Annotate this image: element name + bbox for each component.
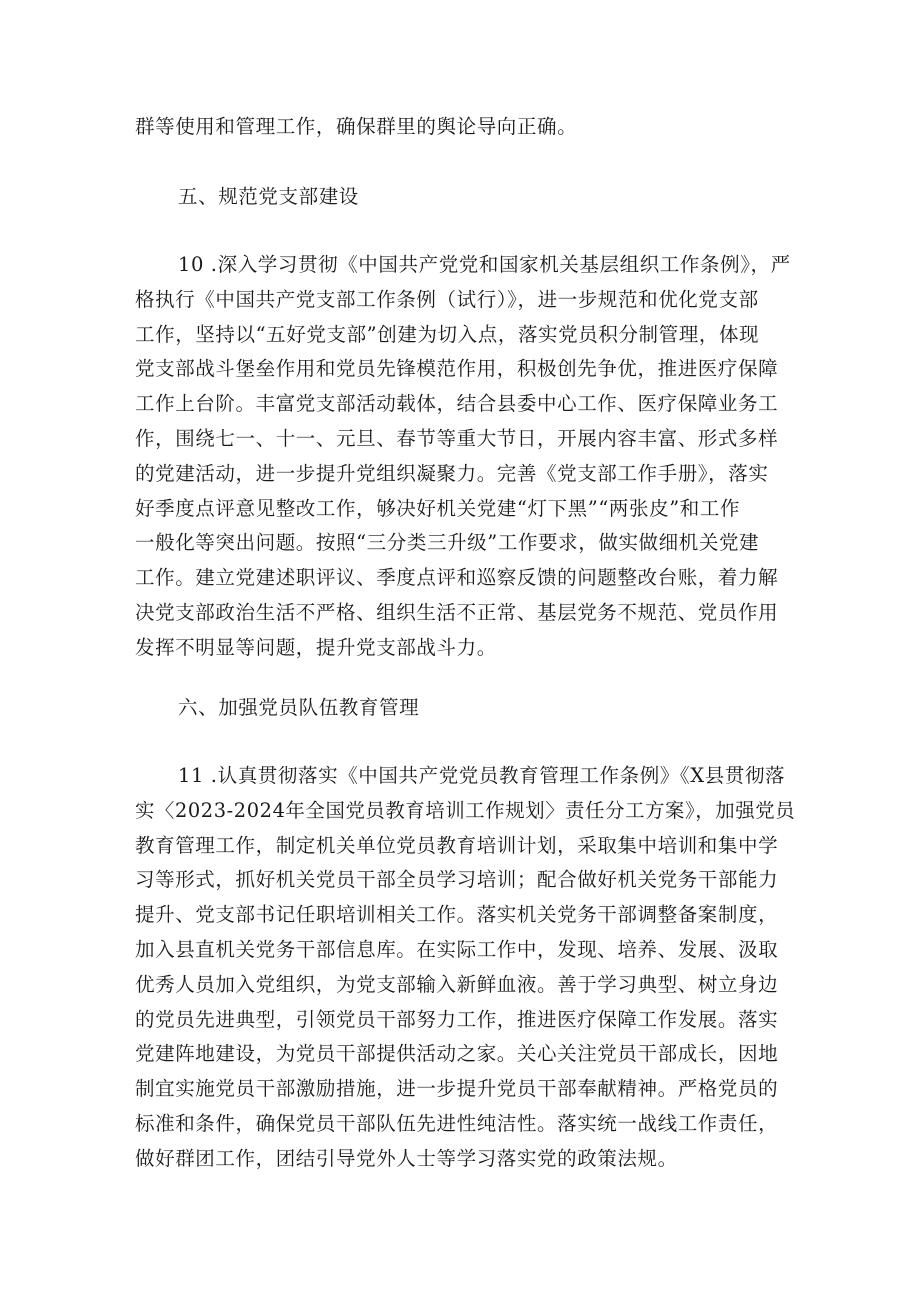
paragraph-line: 决党支部政治生活不严格、组织生活不正常、基层党务不规范、党员作用 xyxy=(135,600,779,624)
paragraph-line: 的党建活动，进一步提升党组织凝聚力。完善《党支部工作手册》，落实 xyxy=(135,461,769,485)
paragraph-line: 党支部战斗堡垒作用和党员先锋模范作用，积极创先争优，推进医疗保障 xyxy=(135,357,779,381)
paragraph-line: 党建阵地建设，为党员干部提供活动之家。关心关注党员干部成长，因地 xyxy=(135,1042,779,1066)
section-5-paragraph xyxy=(135,248,795,666)
paragraph-line: 作，围绕七一、十一、元旦、春节等重大节日，开展内容丰富、形式多样 xyxy=(135,426,779,450)
section-heading-5: 五、规范党支部建设 xyxy=(178,185,359,208)
paragraph-line: 好季度点评意见整改工作，够决好机关党建“灯下黑”“两张皮”和工作 xyxy=(135,496,741,520)
paragraph-line: 做好群团工作，团结引导党外人士等学习落实党的政策法规。 xyxy=(135,1146,678,1170)
paragraph-line: 标准和条件，确保党员干部队伍先进性纯洁性。落实统一战线工作责任， xyxy=(135,1111,779,1135)
paragraph-line: 格执行《中国共产党支部工作条例（试行）》，进一步规范和优化党支部 xyxy=(135,287,759,311)
paragraph-line: 一般化等突出问题。按照“三分类三升级”工作要求，做实做细机关党建 xyxy=(135,531,760,555)
paragraph-line: 提升、党支部书记任职培训相关工作。落实机关党务干部调整备案制度， xyxy=(135,903,779,927)
paragraph-line: 群等使用和管理工作，确保群里的舆论导向正确。 xyxy=(135,115,578,138)
paragraph-line: 的党员先进典型，引领党员干部努力工作，推进医疗保障工作发展。落实 xyxy=(135,1007,779,1031)
paragraph-line: 优秀人员加入党组织，为党支部输入新鲜血液。善于学习典型、树立身边 xyxy=(135,972,779,996)
paragraph-line: 实〈2023-2024年全国党员教育培训工作规划〉责任分工方案》，加强党员 xyxy=(135,798,796,822)
paragraph-line: 教育管理工作，制定机关单位党员教育培训计划，采取集中培训和集中学 xyxy=(135,833,779,857)
intro-paragraph xyxy=(135,110,795,145)
paragraph-line: 工作上台阶。丰富党支部活动载体，结合县委中心工作、医疗保障业务工 xyxy=(135,392,779,416)
paragraph-line: 加入县直机关党务干部信息库。在实际工作中，发现、培养、发展、汲取 xyxy=(135,937,779,961)
paragraph-line: 10 .深入学习贯彻《中国共产党党和国家机关基层组织工作条例》，严 xyxy=(178,253,791,276)
section-heading-6: 六、加强党员队伍教育管理 xyxy=(178,696,420,719)
paragraph-line: 工作，坚持以“五好党支部”创建为切入点，落实党员积分制管理，体现 xyxy=(135,322,760,346)
paragraph-line: 习等形式，抓好机关党员干部全员学习培训；配合做好机关党务干部能力 xyxy=(135,868,779,892)
paragraph-line: 发挥不明显等问题，提升党支部战斗力。 xyxy=(135,635,497,659)
paragraph-line: 工作。建立党建述职评议、季度点评和巡察反馈的问题整改台账，着力解 xyxy=(135,566,779,590)
paragraph-line: 11 .认真贯彻落实《中国共产党党员教育管理工作条例》《X县贯彻落 xyxy=(178,764,786,787)
section-6-paragraph xyxy=(135,759,795,1177)
paragraph-line: 制宜实施党员干部激励措施，进一步提升党员干部奉献精神。严格党员的 xyxy=(135,1077,779,1101)
